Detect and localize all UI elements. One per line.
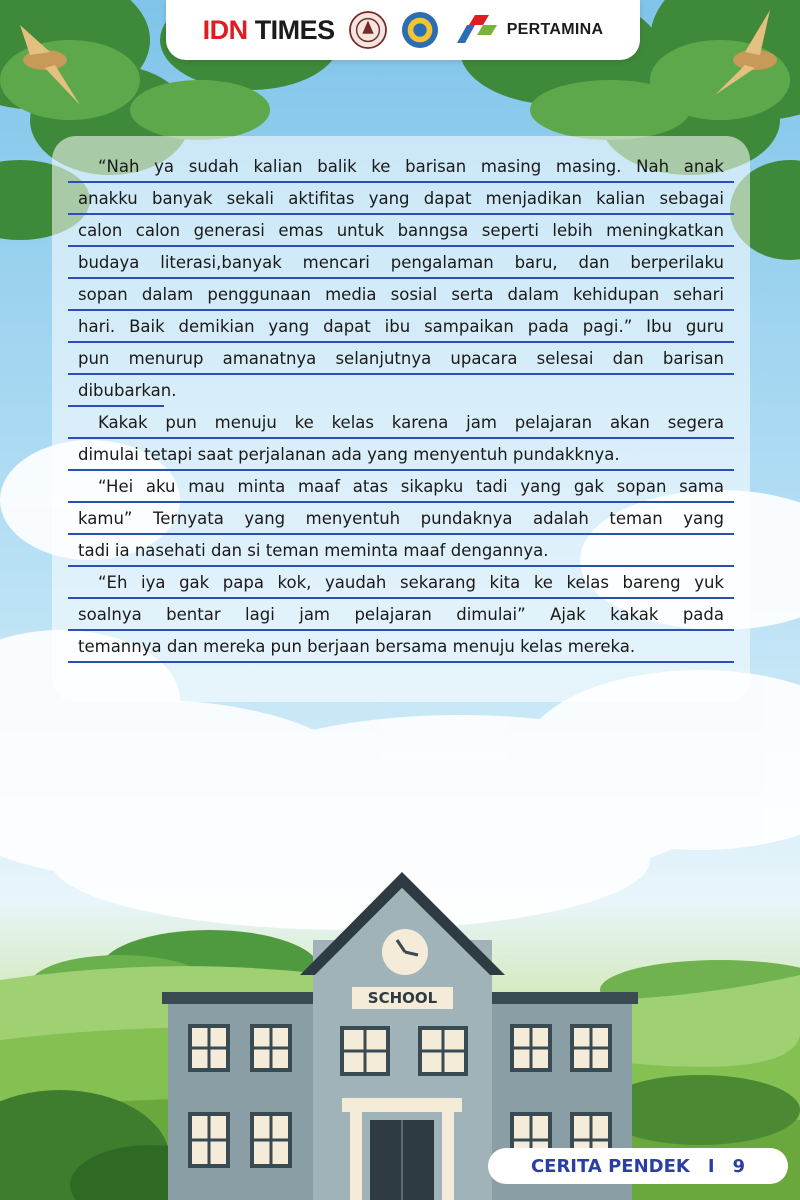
pertamina-logo — [453, 13, 604, 47]
story-line: dibubarkan. — [68, 376, 164, 407]
idn-logo-black: TIMES — [254, 14, 335, 45]
story-line: dimulai tetapi saat perjalanan ada yang menyentuh pundakknya. — [68, 440, 734, 471]
story-line: “Nah ya sudah kalian balik ke barisan masing masing. Nah anak — [68, 152, 734, 183]
story-line: “Eh iya gak papa kok, yaudah sekarang kita ke kelas bareng yuk — [68, 568, 734, 599]
story-line: kamu” Ternyata yang menyentuh pundaknya adalah teman yang — [68, 504, 734, 535]
school-sign-text: SCHOOL — [367, 989, 438, 1007]
story-line: tadi ia nasehati dan si teman meminta maaf dengannya. — [68, 536, 734, 567]
story-line: hari. Baik demikian yang dapat ibu sampaikan pada pagi.” Ibu guru — [68, 312, 734, 343]
page-footer — [488, 1148, 788, 1184]
idn-logo-red: IDN — [202, 14, 248, 45]
story-line: Kakak pun menuju ke kelas karena jam pelajaran akan segera — [68, 408, 734, 439]
story-line: calon calon generasi emas untuk banngsa seperti lebih meningkatkan — [68, 216, 734, 247]
story-line: soalnya bentar lagi jam pelajaran dimulai” Ajak kakak pada — [68, 600, 734, 631]
story-line: “Hei aku mau minta maaf atas sikapku tadi yang gak sopan sama — [68, 472, 734, 503]
story-line: temannya dan mereka pun berjaan bersama menuju kelas mereka. — [68, 632, 734, 663]
footer-separator: I — [707, 1155, 715, 1177]
pertamina-icon — [453, 13, 501, 47]
university-seal-icon — [349, 11, 387, 49]
sponsor-header — [166, 0, 640, 60]
school-emblem-icon — [401, 11, 439, 49]
idn-times-logo — [203, 15, 335, 46]
section-label: CERITA PENDEK — [530, 1155, 690, 1177]
story-line: pun menurup amanatnya selanjutnya upacara selesai dan barisan — [68, 344, 734, 375]
story-line: budaya literasi,banyak mencari pengalaman baru, dan berperilaku — [68, 248, 734, 279]
story-line: anakku banyak sekali aktifitas yang dapat menjadikan kalian sebagai — [68, 184, 734, 215]
story-line: sopan dalam penggunaan media sosial serta dalam kehidupan sehari — [68, 280, 734, 311]
pertamina-label: PERTAMINA — [506, 21, 604, 38]
page-number: 9 — [732, 1155, 746, 1177]
